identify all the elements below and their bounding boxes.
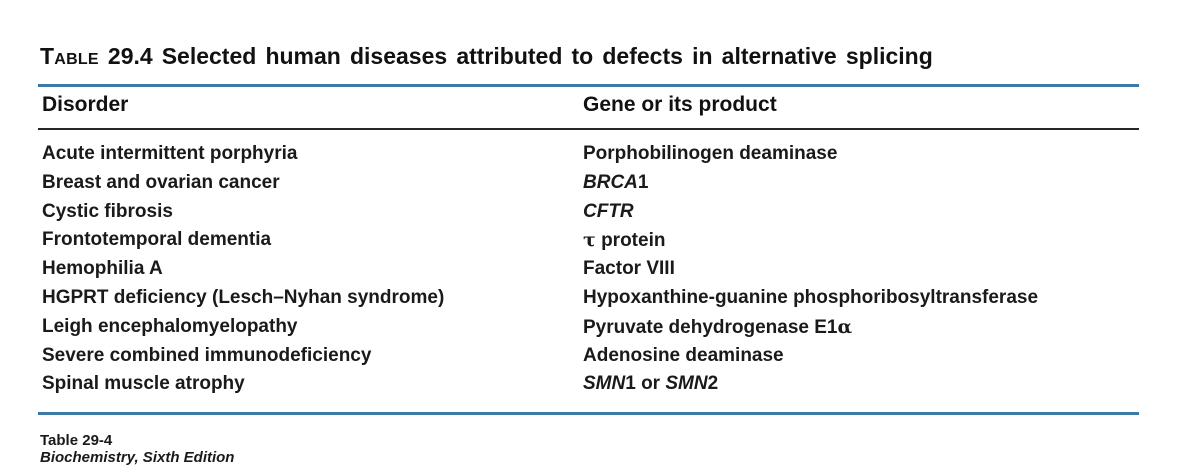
table-row	[38, 342, 1139, 371]
disorder-cell: HGPRT deficiency (Lesch–Nyhan syndrome)	[42, 286, 445, 308]
table-title	[40, 43, 933, 70]
table-row	[38, 255, 1139, 284]
table-row	[38, 370, 1139, 399]
disorder-cell: Severe combined immunodeficiency	[42, 344, 372, 366]
gene-cell	[583, 226, 1139, 255]
gene-text-segment: 1	[637, 171, 649, 193]
table-row	[38, 140, 1139, 169]
table-title-text: Selected human diseases attributed to defects in alternative splicing	[161, 43, 933, 69]
table-title-label: Table	[40, 43, 99, 69]
disorder-cell: Spinal muscle atrophy	[42, 373, 245, 395]
gene-cell	[583, 370, 1139, 399]
gene-text-segment: protein	[595, 230, 666, 252]
table-row	[38, 198, 1139, 227]
gene-cell	[583, 284, 1139, 313]
gene-text-segment: 2	[707, 373, 719, 395]
gene-cell	[583, 255, 1139, 284]
footer-source-citation: Biochemistry, Sixth Edition	[40, 449, 235, 466]
disorder-cell: Leigh encephalomyelopathy	[42, 315, 298, 337]
table-rows	[38, 140, 1139, 399]
top-blue-rule	[38, 84, 1139, 87]
gene-cell	[583, 140, 1139, 169]
gene-text-segment: SMN	[583, 373, 626, 395]
gene-cell	[583, 198, 1139, 227]
gene-text-segment: Factor VIII	[583, 258, 675, 280]
footer-table-reference: Table 29-4	[40, 432, 113, 449]
gene-text-segment: Hypoxanthine-guanine phosphoribosyltransferase	[583, 286, 1039, 308]
gene-text-segment: Porphobilinogen deaminase	[583, 143, 838, 164]
disorder-cell: Acute intermittent porphyria	[42, 143, 298, 164]
column-header-disorder: Disorder	[42, 93, 129, 116]
gene-text-segment: τ	[583, 229, 596, 252]
bottom-blue-rule	[38, 412, 1139, 415]
gene-text-segment: BRCA	[583, 171, 638, 193]
gene-text-segment: SMN	[665, 373, 708, 395]
gene-text-segment: Pyruvate dehydrogenase E1	[583, 316, 838, 338]
table-title-number: 29.4	[107, 43, 153, 69]
table-row	[38, 226, 1139, 255]
gene-text-segment: CFTR	[583, 200, 634, 222]
gene-text-segment: α	[837, 315, 853, 338]
disorder-cell: Breast and ovarian cancer	[42, 171, 280, 193]
table-row	[38, 169, 1139, 198]
disorder-cell: Frontotemporal dementia	[42, 229, 272, 251]
figure-footer	[40, 432, 234, 466]
disorder-cell: Cystic fibrosis	[42, 200, 173, 222]
gene-cell	[583, 313, 1139, 342]
gene-text-segment: Adenosine deaminase	[583, 344, 784, 366]
disorder-cell: Hemophilia A	[42, 258, 163, 280]
gene-cell	[583, 342, 1139, 371]
header-underline-rule	[38, 128, 1139, 130]
gene-cell	[583, 169, 1139, 198]
table-row	[38, 313, 1139, 342]
column-header-gene: Gene or its product	[583, 93, 777, 116]
table-row	[38, 284, 1139, 313]
table-header-row	[38, 93, 1139, 117]
gene-text-segment: 1 or	[625, 373, 666, 395]
